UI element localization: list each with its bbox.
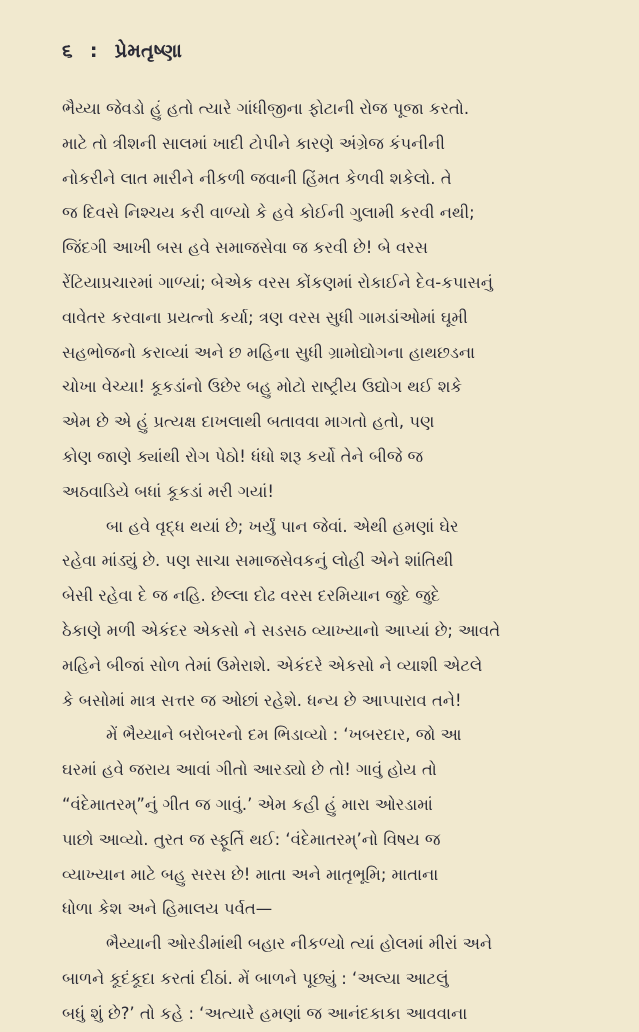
text-line: સહભોજનો કરાવ્યાં અને છ મહિના સુધી ગ્રામોદ્યોગના હાથછડના (62, 342, 476, 362)
text-line: ચોખા વેચ્યા! કૂકડાંનો ઉછેર બહુ મોટો રાષ્ટ્રીય ઉદ્યોગ થઈ શકે (62, 377, 462, 397)
text-line: બેસી રહેવા દે જ નહિ. છેલ્લા દોઢ વરસ દરમિયાન જુદે જુદે (62, 586, 440, 606)
text-line: રેંટિયાપ્રચારમાં ગાળ્યાં; બેએક વરસ કોંકણમાં રોકાઈને દેવ-કપાસનું (62, 272, 493, 292)
text-line: બાળને કૂદંકૂદા કરતાં દીઠાં. મેં બાળને પૂછ્યું : ‘અલ્યા આટલું (62, 968, 449, 988)
text-line: બધું શું છે?’ તો કહે : ‘અત્યારે હમણાં જ આનંદકાકા આવવાના (62, 1003, 468, 1023)
body-text (62, 92, 585, 1032)
text-line: માટે તો ત્રીશની સાલમાં ખાદી ટોપીને કારણે અંગ્રેજ કંપનીની (62, 133, 445, 153)
text-line: “વંદેમાતરમ્”નું ગીત જ ગાવું.’ એમ કહી હું મારા ઓરડામાં (62, 794, 433, 814)
text-line: નોકરીને લાત મારીને નીકળી જવાની હિંમત કેળવી શકેલો. તે (62, 168, 452, 188)
page-number: ૬ (62, 40, 73, 62)
text-line: વાવેતર કરવાના પ્રયત્નો કર્યા; ત્રણ વરસ સુધી ગામડાંઓમાં ઘૂમી (62, 307, 468, 327)
text-line: અઠવાડિયે બધાં કૂકડાં મરી ગયાં! (62, 481, 274, 501)
running-header (62, 40, 585, 62)
text-line: બા હવે વૃદ્ધ થયાં છે; ખર્યું પાન જેવાં. એથી હમણાં ઘેર (106, 516, 459, 536)
text-line: ભૈય્યાની ઓરડીમાંથી બહાર નીકળ્યો ત્યાં હોલમાં મીરાં અને (106, 934, 493, 954)
text-line: ઘરમાં હવે જરાય આવાં ગીતો આરડ્યો છે તો! ગાવું હોય તો (62, 760, 437, 780)
text-line: રહેવા માંડ્યું છે. પણ સાચા સમાજસેવકનું લોહી એને શાંતિથી (62, 551, 454, 571)
text-line: ઠેકાણે મળી એકંદર એકસો ને સડસઠ વ્યાખ્યાનો આપ્યાં છે; આવતે (62, 620, 501, 640)
text-line: ભૈય્યા જેવડો હું હતો ત્યારે ગાંધીજીના ફોટાની રોજ પૂજા કરતો. (62, 99, 470, 118)
text-line: મેં ભૈય્યાને બરોબરનો દમ ભિડાવ્યો : ‘ખબરદાર, જો આ (106, 725, 462, 745)
text-line: જ દિવસે નિશ્ચય કરી વાળ્યો કે હવે કોઈની ગુલામી કરવી નથી; (62, 203, 475, 223)
text-line: કોણ જાણે ક્યાંથી રોગ પેઠો! ધંધો શરૂ કર્યો તેને બીજે જ (62, 446, 424, 466)
running-title: પ્રેમતૃષ્ણા (114, 40, 183, 62)
text-line: જિંદગી આખી બસ હવે સમાજસેવા જ કરવી છે! બે વરસ (62, 238, 428, 258)
text-line: વ્યાખ્યાન માટે બહુ સરસ છે! માતા અને માતૃભૂમિ; માતાના (62, 864, 439, 884)
text-line: ધોળા કેશ અને હિમાલય પર્વત— (62, 899, 273, 919)
text-line: કે બસોમાં માત્ર સત્તર જ ઓછાં રહેશે. ધન્ય છે આપ્પારાવ તને! (62, 690, 462, 710)
header-separator: : (89, 40, 98, 62)
text-line: મહિને બીજાં સોળ તેમાં ઉમેરાશે. એકંદરે એકસો ને વ્યાશી એટલે (62, 655, 483, 675)
text-line: એમ છે એ હું પ્રત્યક્ષ દાખલાથી બતાવવા માગતો હતો, પણ (62, 412, 435, 432)
text-line: પાછો આવ્યો. તુરત જ સ્ફૂર્તિ થઈ: ‘વંદેમાતરમ્’નો વિષય જ (62, 829, 441, 849)
